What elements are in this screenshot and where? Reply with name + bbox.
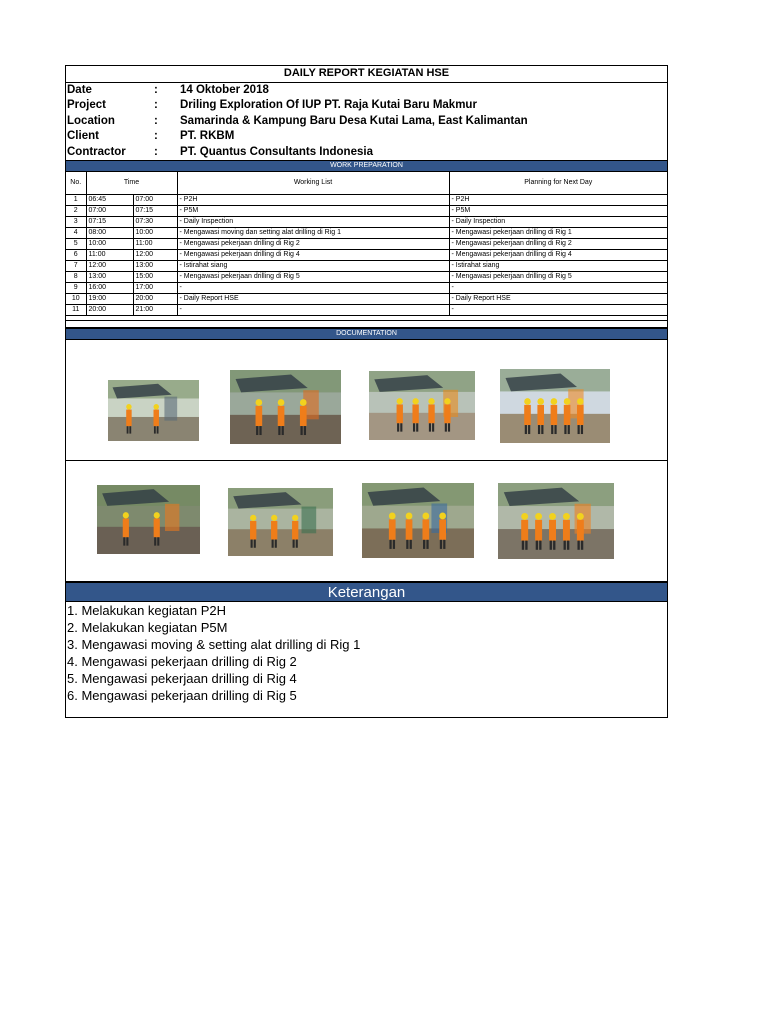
row-start-time: 12:00 [86, 260, 133, 271]
table-row [66, 238, 667, 249]
row-planning-item: - P2H [449, 194, 667, 205]
row-planning-item: - Daily Report HSE [449, 293, 667, 304]
header-time: Time [86, 172, 177, 195]
row-working-item: - Daily Inspection [177, 216, 449, 227]
table-row [66, 293, 667, 304]
row-end-time: 15:00 [133, 271, 177, 282]
keterangan-list [66, 602, 667, 704]
info-value: Samarinda & Kampung Baru Desa Kutai Lama, East Kalimantan [180, 114, 528, 127]
info-label: Date [67, 84, 92, 96]
header-no: No. [66, 172, 86, 195]
row-end-time: 20:00 [133, 293, 177, 304]
header-working-list: Working List [177, 172, 449, 195]
row-start-time: 07:15 [86, 216, 133, 227]
row-end-time: 13:00 [133, 260, 177, 271]
keterangan-item: 5. Mengawasi pekerjaan drilling di Rig 4 [67, 670, 297, 686]
info-label: Project [67, 99, 106, 112]
keterangan-heading: Keterangan [66, 582, 667, 602]
info-value: Driling Exploration Of IUP PT. Raja Kutai Baru Makmur [180, 99, 477, 112]
info-row-location [67, 114, 667, 129]
photo-p5m-briefing [230, 370, 341, 444]
row-end-time: 10:00 [133, 227, 177, 238]
info-colon: : [154, 84, 158, 96]
table-row [66, 227, 667, 238]
row-number: 2 [66, 205, 86, 216]
photo-rig-4 [362, 483, 474, 558]
info-label: Location [67, 114, 115, 127]
row-working-item: - Mengawasi pekerjaan drilling di Rig 2 [177, 238, 449, 249]
row-start-time: 10:00 [86, 238, 133, 249]
table-row [66, 194, 667, 205]
row-planning-item: - Daily Inspection [449, 216, 667, 227]
info-label: Contractor [67, 145, 126, 158]
table-header-row [66, 172, 667, 195]
info-colon: : [154, 130, 158, 143]
table-row [66, 205, 667, 216]
table-row [66, 304, 667, 315]
row-planning-item: - Istirahat siang [449, 260, 667, 271]
row-start-time: 13:00 [86, 271, 133, 282]
hse-daily-report-sheet [65, 65, 668, 718]
schedule-body [66, 194, 667, 315]
row-planning-item: - P5M [449, 205, 667, 216]
table-row [66, 271, 667, 282]
info-row-project [67, 98, 667, 113]
photo-road-safety-talk [500, 369, 610, 443]
info-colon: : [154, 145, 158, 158]
report-title: DAILY REPORT KEGIATAN HSE [66, 66, 667, 83]
row-working-item: - Mengawasi moving dan setting alat drilling di Rig 1 [177, 227, 449, 238]
table-row [66, 249, 667, 260]
photo-row-top [66, 340, 667, 461]
row-number: 1 [66, 194, 86, 205]
row-planning-item: - [449, 282, 667, 293]
info-row-contractor [67, 145, 667, 160]
info-row-date [67, 83, 667, 98]
section-divider [66, 320, 667, 328]
row-planning-item: - Mengawasi pekerjaan drilling di Rig 5 [449, 271, 667, 282]
row-start-time: 20:00 [86, 304, 133, 315]
row-working-item: - Istirahat siang [177, 260, 449, 271]
row-end-time: 11:00 [133, 238, 177, 249]
row-number: 11 [66, 304, 86, 315]
row-start-time: 11:00 [86, 249, 133, 260]
row-number: 8 [66, 271, 86, 282]
row-end-time: 17:00 [133, 282, 177, 293]
row-start-time: 06:45 [86, 194, 133, 205]
table-row [66, 216, 667, 227]
row-working-item: - Mengawasi pekerjaan drilling di Rig 4 [177, 249, 449, 260]
row-number: 6 [66, 249, 86, 260]
row-working-item: - Mengawasi pekerjaan drilling di Rig 5 [177, 271, 449, 282]
photo-row-bottom [66, 461, 667, 582]
keterangan-item: 3. Mengawasi moving & setting alat drilling di Rig 1 [67, 636, 361, 652]
info-colon: : [154, 114, 158, 127]
row-planning-item: - [449, 304, 667, 315]
info-colon: : [154, 99, 158, 112]
info-value: 14 Oktober 2018 [180, 84, 269, 96]
row-end-time: 07:15 [133, 205, 177, 216]
row-end-time: 07:00 [133, 194, 177, 205]
info-value: PT. Quantus Consultants Indonesia [180, 145, 373, 158]
row-start-time: 07:00 [86, 205, 133, 216]
keterangan-item: 2. Melakukan kegiatan P5M [67, 619, 228, 635]
photo-rig-2 [228, 488, 333, 556]
keterangan-item: 1. Melakukan kegiatan P2H [67, 602, 226, 618]
row-number: 10 [66, 293, 86, 304]
row-number: 5 [66, 238, 86, 249]
work-preparation-heading: WORK PREPARATION [66, 160, 667, 172]
row-planning-item: - Mengawasi pekerjaan drilling di Rig 2 [449, 238, 667, 249]
photo-rig-5 [498, 483, 614, 559]
report-info [66, 83, 667, 160]
keterangan-item: 6. Mengawasi pekerjaan drilling di Rig 5 [67, 687, 297, 703]
header-planning: Planning for Next Day [449, 172, 667, 195]
row-working-item: - Daily Report HSE [177, 293, 449, 304]
row-start-time: 19:00 [86, 293, 133, 304]
row-working-item: - P2H [177, 194, 449, 205]
table-row [66, 282, 667, 293]
photo-vehicle-inspection [108, 380, 199, 441]
row-end-time: 21:00 [133, 304, 177, 315]
row-working-item: - P5M [177, 205, 449, 216]
row-number: 7 [66, 260, 86, 271]
row-planning-item: - Mengawasi pekerjaan drilling di Rig 1 [449, 227, 667, 238]
table-row [66, 260, 667, 271]
row-number: 3 [66, 216, 86, 227]
keterangan-item: 4. Mengawasi pekerjaan drilling di Rig 2 [67, 653, 297, 669]
row-start-time: 08:00 [86, 227, 133, 238]
row-start-time: 16:00 [86, 282, 133, 293]
row-working-item: - [177, 282, 449, 293]
info-row-client [67, 129, 667, 144]
row-end-time: 12:00 [133, 249, 177, 260]
row-number: 4 [66, 227, 86, 238]
photo-site-inspection [369, 371, 475, 440]
row-number: 9 [66, 282, 86, 293]
info-value: PT. RKBM [180, 130, 235, 143]
row-planning-item: - Mengawasi pekerjaan drilling di Rig 4 [449, 249, 667, 260]
row-end-time: 07:30 [133, 216, 177, 227]
work-schedule-table [66, 172, 667, 316]
photo-rig-crew [97, 485, 200, 554]
info-label: Client [67, 130, 99, 143]
row-working-item: - [177, 304, 449, 315]
documentation-heading: DOCUMENTATION [66, 328, 667, 340]
